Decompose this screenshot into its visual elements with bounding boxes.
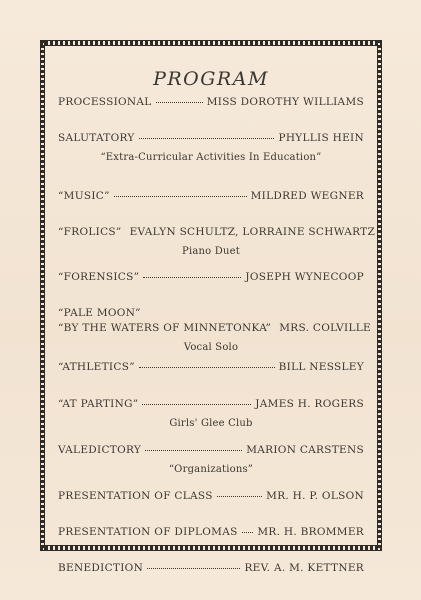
item-performer: JAMES H. ROGERS bbox=[255, 398, 364, 410]
decorative-border-frame bbox=[40, 40, 382, 574]
border-left bbox=[40, 40, 45, 551]
item-label: BENEDICTION bbox=[58, 562, 144, 574]
border-top bbox=[40, 40, 382, 46]
program-item-athletics bbox=[58, 361, 364, 373]
item-performer: MR. H. BROMMER bbox=[257, 526, 364, 538]
dot-leader bbox=[147, 560, 240, 569]
item-performer: BILL NESSLEY bbox=[278, 361, 364, 373]
item-label: PRESENTATION OF DIPLOMAS bbox=[58, 526, 238, 538]
item-label: SALUTATORY bbox=[58, 132, 135, 144]
item-pre-title: “PALE MOON” bbox=[58, 307, 141, 319]
dot-leader bbox=[142, 396, 251, 405]
dot-leader bbox=[156, 94, 203, 103]
program-item-processional bbox=[58, 96, 364, 108]
item-performer: JOSEPH WYNECOOP bbox=[245, 271, 364, 283]
dot-leader bbox=[143, 269, 241, 278]
item-label: “AT PARTING” bbox=[58, 398, 139, 410]
item-label: “MUSIC” bbox=[58, 190, 110, 202]
item-subtitle: “Extra-Curricular Activities In Education” bbox=[100, 152, 322, 163]
dot-leader bbox=[114, 188, 247, 197]
item-performer: REV. A. M. KETTNER bbox=[244, 562, 364, 574]
item-label: VALEDICTORY bbox=[58, 444, 142, 456]
program-item-benediction bbox=[58, 562, 364, 574]
dot-leader bbox=[139, 359, 275, 368]
dot-leader bbox=[217, 488, 262, 497]
item-performer: EVALYN SCHULTZ, LORRAINE SCHWARTZ bbox=[129, 226, 376, 238]
dot-leader bbox=[242, 524, 254, 533]
item-performer: MARION CARSTENS bbox=[246, 444, 364, 456]
border-right bbox=[377, 40, 382, 551]
item-performer: MILDRED WEGNER bbox=[250, 190, 364, 202]
border-bottom bbox=[40, 545, 382, 551]
dot-leader bbox=[139, 130, 275, 139]
dot-leader bbox=[145, 442, 242, 451]
program-title: PROGRAM bbox=[153, 68, 269, 90]
program-item-at-parting bbox=[58, 398, 364, 429]
program-item-frolics bbox=[58, 226, 376, 257]
item-label: “ATHLETICS” bbox=[58, 361, 135, 373]
program-item-salutatory bbox=[58, 132, 364, 163]
item-label: PROCESSIONAL bbox=[58, 96, 152, 108]
item-performer: MR. H. P. OLSON bbox=[266, 490, 364, 502]
item-performer: PHYLLIS HEIN bbox=[278, 132, 364, 144]
program-item-forensics bbox=[58, 271, 364, 283]
item-label: PRESENTATION OF CLASS bbox=[58, 490, 213, 502]
item-subtitle: Vocal Solo bbox=[183, 342, 239, 353]
item-performer: MRS. COLVILLE bbox=[279, 322, 371, 334]
item-label: “BY THE WATERS OF MINNETONKA” bbox=[58, 322, 272, 334]
program-item-music bbox=[58, 190, 364, 202]
program-item-vocal-solo bbox=[58, 307, 371, 353]
item-subtitle: “Organizations” bbox=[168, 464, 254, 475]
program-item-valedictory bbox=[58, 444, 364, 475]
item-label: “FORENSICS” bbox=[58, 271, 140, 283]
item-subtitle: Piano Duet bbox=[182, 246, 240, 257]
item-performer: MISS DOROTHY WILLIAMS bbox=[206, 96, 364, 108]
program-item-presentation-of-diplomas bbox=[58, 526, 364, 538]
program-item-presentation-of-class bbox=[58, 490, 364, 502]
item-label: “FROLICS” bbox=[58, 226, 122, 238]
item-subtitle: Girls' Glee Club bbox=[169, 418, 253, 429]
